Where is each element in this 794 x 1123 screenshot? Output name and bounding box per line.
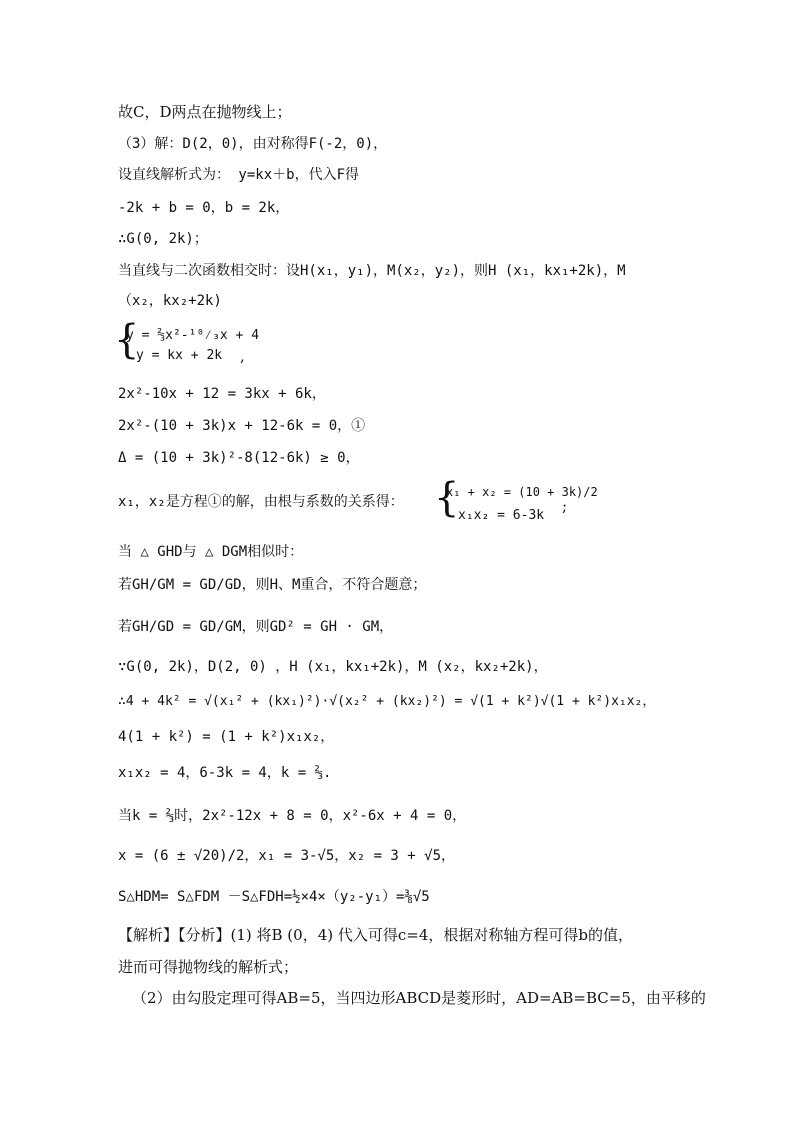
text-line-6: 当直线与二次函数相交时：设H(x₁，y₁)，M(x₂，y₂)，则H (x₁，kx₁+2k)，M — [118, 263, 626, 279]
analysis-line-1: 【解析】【分析】(1) 将B (0，4) 代入可得c=4，根据对称轴方程可得b的值， — [118, 926, 633, 944]
text-line-7: （x₂，kx₂+2k) — [118, 293, 222, 309]
text-line-15: 若GH/GD = GD/GM，则GD² = GH · GM， — [118, 619, 394, 635]
text-line-19: x₁x₂ = 4，6-3k = 4，k = ⅔. — [118, 765, 332, 781]
text-line-13: 当 △ GHD与 △ DGM相似时： — [118, 544, 304, 560]
text-line-1: 故C，D两点在抛物线上； — [118, 103, 292, 121]
text-line-16: ∵G(0, 2k)，D(2, 0) ，H (x₁，kx₁+2k)，M (x₂，kx₂+2k)， — [118, 659, 548, 675]
text-line-10: 2x²-(10 + 3k)x + 12-6k = 0，① — [118, 418, 366, 434]
text-line-22: S△HDM= S△FDM －S△FDH=½×4×（y₂-y₁）=⅜√5 — [118, 889, 430, 905]
text-line-5: ∴G(0, 2k)； — [118, 231, 208, 247]
text-line-17: ∴4 + 4k² = √(x₁² + (kx₁)²)·√(x₂² + (kx₂)²) = √(1 + k²)√(1 + k²)x₁x₂， — [118, 694, 656, 709]
system1-equation-1: y = ⅔x²-¹⁰⁄₃x + 4 — [126, 328, 260, 343]
text-line-11: Δ = (10 + 3k)²-8(12-6k) ≥ 0， — [118, 450, 360, 466]
system1-equation-2: y = kx + 2k — [136, 348, 223, 363]
text-line-20: 当k = ⅔时，2x²-12x + 8 = 0，x²-6x + 4 = 0， — [118, 808, 467, 824]
analysis-line-2: 进而可得抛物线的解析式； — [118, 958, 299, 976]
text-line-9: 2x²-10x + 12 = 3kx + 6k， — [118, 386, 326, 402]
text-line-3: 设直线解析式为： y=kx＋b，代入F得 — [118, 167, 360, 183]
system2-equation-2: x₁x₂ = 6-3k — [458, 508, 545, 523]
left-brace-icon: { — [434, 475, 460, 521]
analysis-line-3: （2）由勾股定理可得AB=5，当四边形ABCD是菱形时，AD=AB=BC=5，由平移的 — [132, 989, 706, 1007]
system2-equation-1: x₁ + x₂ = (10 + 3k)/2 — [446, 485, 598, 499]
text-line-18: 4(1 + k²) = (1 + k²)x₁x₂， — [118, 729, 335, 745]
text-line-14: 若GH/GM = GD/GD，则H、M重合，不符合题意； — [118, 577, 427, 593]
text-line-2: （3）解：D(2，0)，由对称得F(-2，0)， — [118, 136, 388, 152]
comma: , — [240, 347, 245, 365]
text-line-4: -2k + b = 0，b = 2k， — [118, 200, 290, 216]
text-line-12: x₁，x₂是方程①的解，由根与系数的关系得： — [118, 494, 404, 510]
text-line-21: x = (6 ± √20)/2，x₁ = 3-√5，x₂ = 3 + √5， — [118, 848, 456, 864]
semicolon: ; — [562, 497, 568, 515]
left-brace-icon: { — [114, 317, 140, 363]
